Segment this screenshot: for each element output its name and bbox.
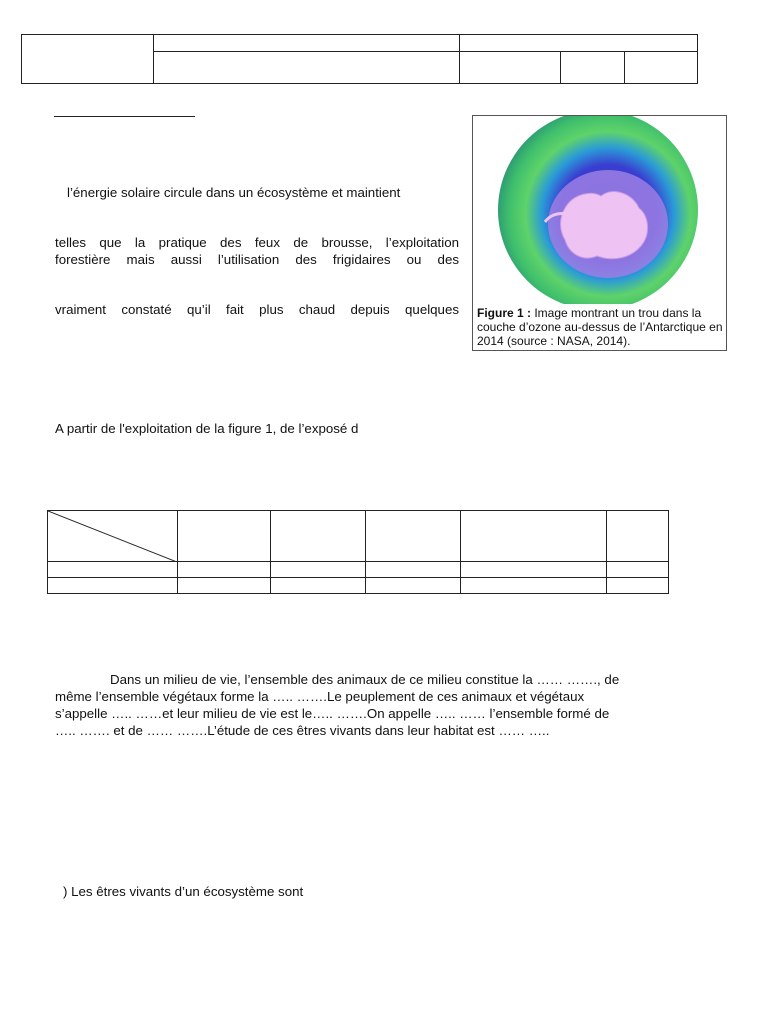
fill-in-line: ….. ……. et de …… …….L’étude de ces êtres vivants dans leur habitat est …… ….. — [55, 723, 550, 738]
header-cell-logo — [22, 35, 154, 84]
header-table — [21, 34, 698, 84]
header-cell-top-mid — [154, 35, 460, 52]
instruction-text: A partir de l'exploitation de la figure 1, de l’exposé d — [55, 421, 359, 436]
figure-1 — [472, 115, 727, 351]
header-cell-bottom-c — [625, 52, 698, 84]
fill-in-paragraph — [55, 671, 715, 739]
diagonal-line — [48, 511, 177, 562]
table-header-cell — [607, 511, 669, 562]
table-cell — [366, 562, 461, 578]
table-cell — [271, 578, 366, 594]
paragraph-activities-line1: telles que la pratique des feux de brousse, l’exploitation — [55, 235, 459, 250]
header-cell-top-right — [460, 35, 698, 52]
table-cell — [461, 578, 607, 594]
table-cell — [607, 578, 669, 594]
data-table — [47, 510, 669, 594]
ozone-hole-image — [473, 116, 726, 304]
figure-caption — [477, 306, 727, 348]
antarctica-shape — [561, 192, 648, 259]
figure-caption-text: Image montrant un trou dans la couche d’ozone au-dessus de l’Antarctique en 2014 (source : NASA, 2014). — [477, 306, 723, 348]
table-cell — [607, 562, 669, 578]
title-underline — [54, 116, 195, 117]
table-cell — [271, 562, 366, 578]
header-cell-bottom-a — [460, 52, 561, 84]
table-cell — [178, 578, 271, 594]
table-header-cell — [178, 511, 271, 562]
header-cell-bottom-b — [561, 52, 625, 84]
paragraph-activities-line2: forestière mais aussi l’utilisation des frigidaires ou des — [55, 252, 459, 267]
table-header-cell — [461, 511, 607, 562]
figure-caption-label: Figure 1 : — [477, 306, 532, 320]
question-text: ) Les êtres vivants d’un écosystème sont — [63, 884, 304, 899]
table-row — [48, 562, 669, 578]
paragraph-heat: vraiment constaté qu’il fait plus chaud depuis quelques — [55, 302, 459, 317]
table-cell — [48, 578, 178, 594]
table-cell — [48, 562, 178, 578]
table-header-cell — [366, 511, 461, 562]
paragraph-energy: l’énergie solaire circule dans un écosystème et maintient — [67, 185, 401, 200]
table-diagonal-cell — [48, 511, 178, 562]
fill-in-line: même l’ensemble végétaux forme la ….. …….Le peuplement de ces animaux et végétaux — [55, 689, 585, 704]
fill-in-line: Dans un milieu de vie, l’ensemble des animaux de ce milieu constitue la …… ……., de — [110, 672, 620, 687]
table-cell — [366, 578, 461, 594]
header-cell-bottom-mid — [154, 52, 460, 84]
table-cell — [178, 562, 271, 578]
table-cell — [461, 562, 607, 578]
table-row — [48, 578, 669, 594]
fill-in-line: s’appelle ….. ……et leur milieu de vie est le….. …….On appelle ….. …… l’ensemble formé de — [55, 706, 610, 721]
table-header-cell — [271, 511, 366, 562]
